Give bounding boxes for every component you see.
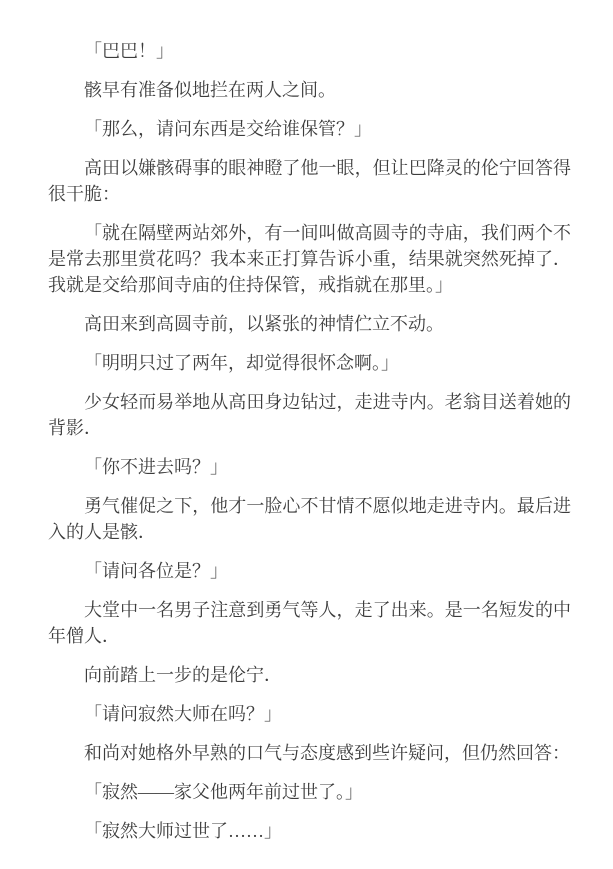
paragraph: 「巴巴！」 xyxy=(84,41,174,61)
paragraph: 大堂中一名男子注意到勇气等人，走了出来。是一名短发的中年僧人． xyxy=(48,600,571,646)
paragraph: 高田来到高圆寺前，以紧张的神情伫立不动。 xyxy=(84,314,444,334)
paragraph: 「那么，请问东西是交给谁保管？」 xyxy=(84,119,372,139)
paragraph: 「寂然——家父他两年前过世了。」 xyxy=(84,782,363,802)
paragraph: 「寂然大师过世了……」 xyxy=(84,821,282,841)
paragraph: 「就在隔壁两站郊外，有一间叫做高圆寺的寺庙，我们两个不是常去那里赏花吗？我本来正打算告诉小重，结果就突然死掉了．我就是交给那间寺庙的住持保管，戒指就在那里。」 xyxy=(48,223,571,295)
paragraph: 向前踏上一步的是伦宁． xyxy=(84,665,282,685)
paragraph: 高田以嫌骸碍事的眼神瞪了他一眼，但让巴降灵的伦宁回答得很干脆： xyxy=(48,158,571,204)
paragraph: 「明明只过了两年，却觉得很怀念啊。」 xyxy=(84,353,399,373)
paragraph: 「请问寂然大师在吗？」 xyxy=(84,704,282,724)
paragraph: 勇气催促之下，他才一脸心不甘情不愿似地走进寺内。最后进入的人是骸． xyxy=(48,496,571,542)
paragraph: 少女轻而易举地从高田身边钻过，走进寺内。老翁目送着她的背影． xyxy=(48,392,571,438)
paragraph: 「请问各位是？」 xyxy=(84,561,228,581)
paragraph: 骸早有准备似地拦在两人之间。 xyxy=(84,80,336,100)
paragraph: 「你不进去吗？」 xyxy=(84,457,228,477)
paragraph: 和尚对她格外早熟的口气与态度感到些许疑问，但仍然回答： xyxy=(84,743,570,763)
